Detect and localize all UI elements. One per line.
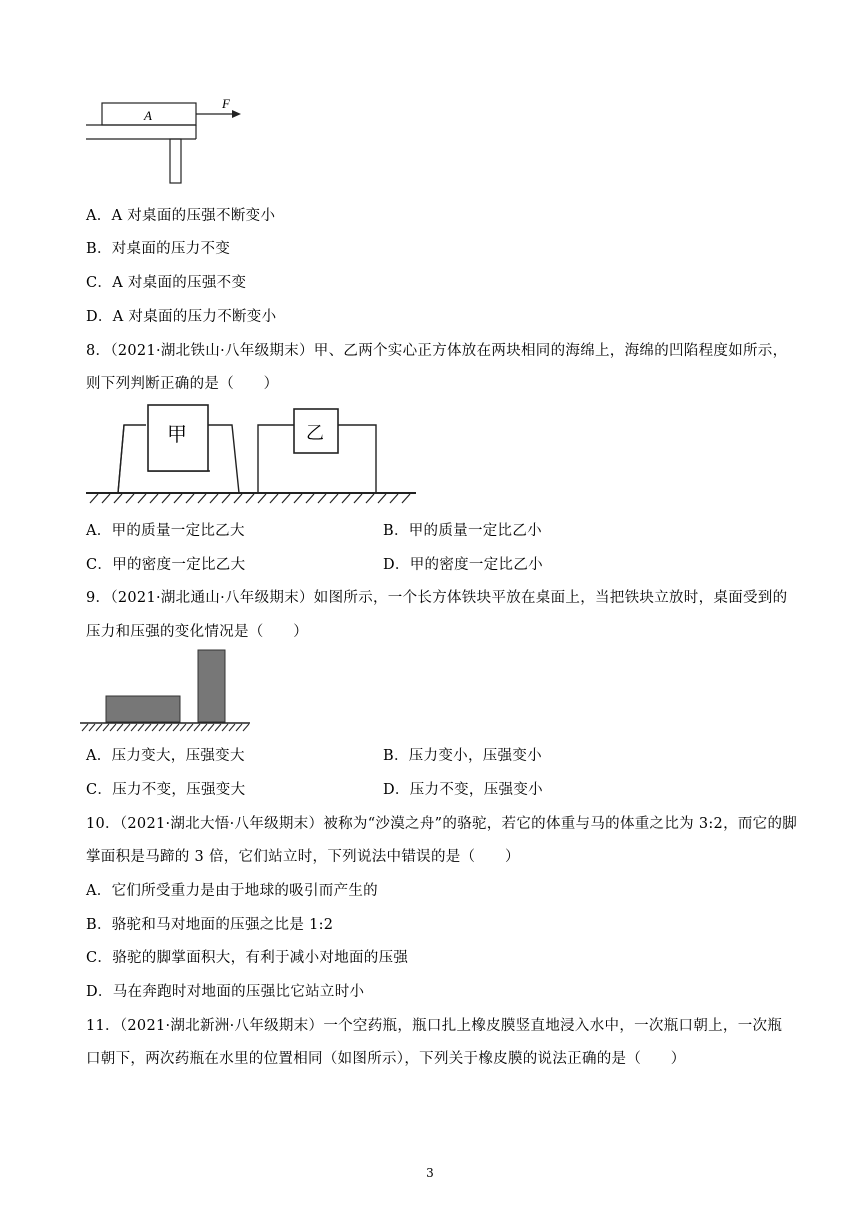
q10-option-b: B．骆驼和马对地面的压强之比是 1:2 (86, 917, 334, 933)
sponge-yi (258, 425, 294, 493)
label-f: F (222, 96, 230, 111)
q10-option-a: A．它们所受重力是由于地球的吸引而产生的 (86, 883, 378, 899)
q9-option-c: C．压力不变，压强变大 (86, 782, 246, 798)
q9-option-a: A．压力变大，压强变大 (86, 748, 245, 764)
label-yi: 乙 (306, 423, 324, 444)
q9-stem-line1: 9．（2021·湖北通山·八年级期末）如图所示，一个长方体铁块平放在桌面上，当把铁块立放时，桌面受到的 (86, 590, 788, 606)
table-leg (170, 139, 181, 183)
q9-option-b: B．压力变小，压强变小 (383, 748, 542, 764)
q9-figure (80, 648, 255, 738)
iron-block-flat (106, 696, 180, 722)
q8-stem-line2: 则下列判断正确的是（ ） (86, 376, 279, 392)
q9-stem-line2: 压力和压强的变化情况是（ ） (86, 624, 308, 640)
q11-stem-line2: 口朝下，两次药瓶在水里的位置相同（如图所示），下列关于橡皮膜的说法正确的是（ ） (86, 1051, 686, 1067)
q8-option-a: A．甲的质量一定比乙大 (86, 523, 245, 539)
q8-stem-line1: 8．（2021·湖北铁山·八年级期末）甲、乙两个实心正方体放在两块相同的海绵上，海绵的凹陷程度如所示， (86, 343, 788, 359)
q7-option-a: A．A 对桌面的压强不断变小 (86, 208, 276, 224)
q7-option-b: B．对桌面的压力不变 (86, 241, 231, 257)
q11-stem-line1: 11．（2021·湖北新洲·八年级期末）一个空药瓶，瓶口扎上橡皮膜竖直地浸入水中，一次瓶口朝上，一次瓶 (86, 1018, 783, 1034)
q7-figure (86, 94, 246, 184)
q7-option-c: C．A 对桌面的压强不变 (86, 275, 247, 291)
sponge-jia (118, 425, 146, 493)
q8-option-b: B．甲的质量一定比乙小 (383, 523, 542, 539)
q8-option-c: C．甲的密度一定比乙大 (86, 557, 246, 573)
q10-option-d: D．马在奔跑时对地面的压强比它站立时小 (86, 984, 365, 1000)
label-a: A (144, 108, 152, 123)
label-jia: 甲 (167, 422, 187, 446)
q9-option-d: D．压力不变，压强变小 (383, 782, 543, 798)
iron-block-upright (198, 650, 225, 722)
q10-stem-line2: 掌面积是马蹄的 3 倍，它们站立时，下列说法中错误的是（ ） (86, 849, 520, 865)
q8-option-d: D．甲的密度一定比乙小 (383, 557, 543, 573)
q8-figure (86, 397, 426, 512)
q10-stem-line1: 10．（2021·湖北大悟·八年级期末）被称为“沙漠之舟”的骆驼，若它的体重与马的体重之比为 3:2，而它的脚 (86, 816, 798, 832)
page-number: 3 (426, 1166, 434, 1180)
q10-option-c: C．骆驼的脚掌面积大，有利于减小对地面的压强 (86, 950, 409, 966)
q7-option-d: D．A 对桌面的压力不断变小 (86, 309, 277, 325)
